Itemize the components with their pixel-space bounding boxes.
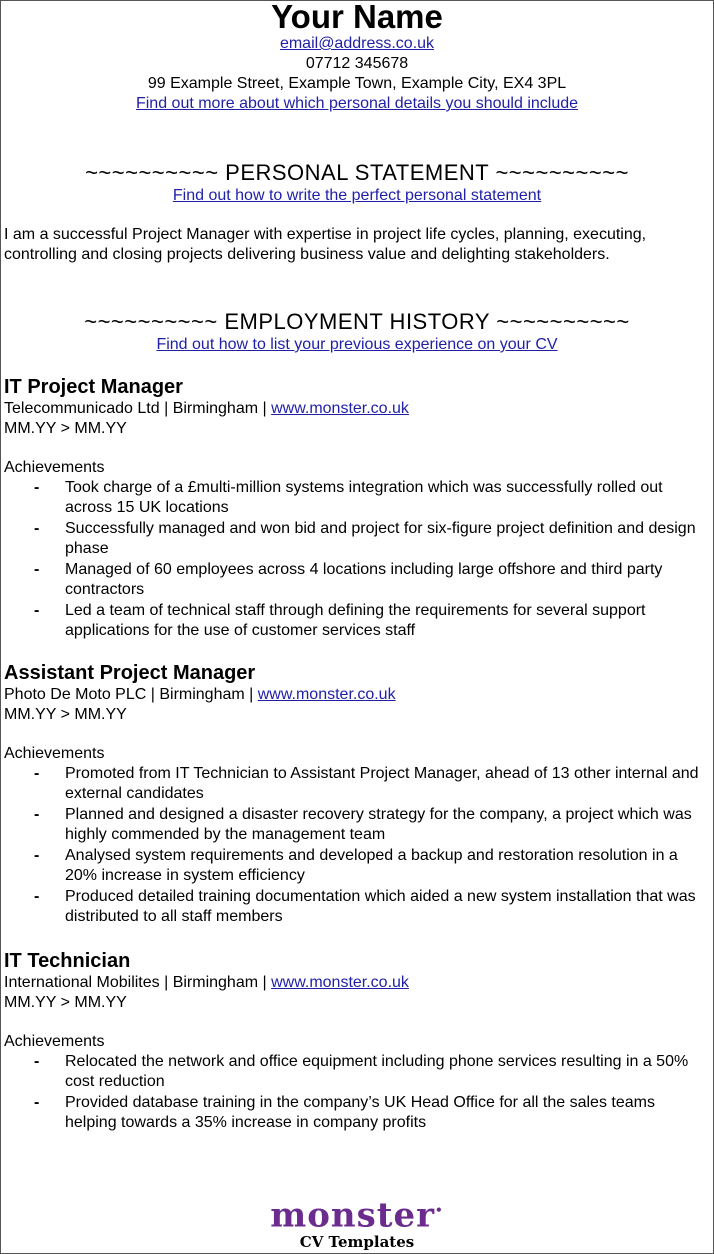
achievement-text: Relocated the network and office equipment including phone services resulting in a 50% cost reduction: [65, 1053, 689, 1090]
job-entry: [4, 375, 710, 641]
bullet-dash: -: [34, 806, 40, 823]
monster-wordmark: [0, 1192, 714, 1236]
achievement-text: Planned and designed a disaster recovery strategy for the company, a project which was highly commended by the management team: [65, 806, 692, 843]
job-title: Assistant Project Manager: [4, 662, 256, 684]
list-item: [4, 478, 710, 518]
achievements-list: [4, 1052, 710, 1133]
achievement-text: Analysed system requirements and developed a backup and restoration resolution in a 20% increase in system efficiency: [65, 847, 678, 884]
bullet-dash: -: [34, 765, 40, 782]
list-item: [4, 846, 710, 886]
company-url-link[interactable]: www.monster.co.uk: [271, 974, 409, 991]
list-item: [4, 601, 710, 641]
job-title: IT Project Manager: [4, 376, 183, 398]
email-link[interactable]: email@address.co.uk: [279, 35, 435, 52]
achievement-text: Took charge of a £multi-million systems integration which was successfully rolled out across 15 UK locations: [65, 479, 663, 516]
list-item: [4, 887, 710, 927]
monster-logo: [0, 1192, 714, 1251]
personal-statement-title: ~~~~~~~~~~ PERSONAL STATEMENT ~~~~~~~~~~: [85, 160, 629, 185]
job-company: International Mobilites | Birmingham |: [4, 974, 272, 991]
bullet-dash: -: [34, 1053, 40, 1070]
company-url-link[interactable]: www.monster.co.uk: [271, 400, 409, 417]
company-url-link[interactable]: www.monster.co.uk: [257, 686, 396, 703]
bullet-dash: -: [34, 888, 40, 905]
bullet-dash: -: [34, 479, 40, 496]
list-item: [4, 519, 710, 559]
achievement-text: Promoted from IT Technician to Assistant Project Manager, ahead of 13 other internal and external candidates: [65, 765, 699, 802]
bullet-dash: -: [34, 520, 40, 537]
achievement-text: Led a team of technical staff through defining the requirements for several support applications for the use of customer services staff: [65, 602, 646, 639]
achievement-text: Provided database training in the company’s UK Head Office for all the sales teams helping towards a 35% increase in company profits: [65, 1094, 655, 1131]
postal-address: 99 Example Street, Example Town, Example City, EX4 3PL: [147, 75, 567, 92]
achievements-label: Achievements: [4, 745, 105, 762]
bullet-dash: -: [34, 1094, 40, 1111]
achievements-label: Achievements: [4, 1033, 105, 1050]
achievement-text: Successfully managed and won bid and project for six-figure project definition and design phase: [65, 520, 696, 557]
job-dates: MM.YY > MM.YY: [4, 420, 127, 437]
personal-statement-text: I am a successful Project Manager with expertise in project life cycles, planning, executing, controlling and closing projects delivering business value and delighting stakeholders.: [4, 226, 647, 263]
job-dates: MM.YY > MM.YY: [4, 706, 127, 723]
list-item: [4, 805, 710, 845]
list-item: [4, 1093, 710, 1133]
achievement-text: Managed of 60 employees across 4 locations including large offshore and third party contractors: [65, 561, 663, 598]
job-title: IT Technician: [4, 950, 131, 972]
list-item: [4, 560, 710, 600]
list-item: [4, 1052, 710, 1092]
cv-header: [4, 0, 710, 114]
applicant-name: Your Name: [271, 0, 443, 35]
phone-number: 07712 345678: [305, 55, 409, 72]
cv-templates-caption: CV Templates: [299, 1233, 415, 1252]
job-company: Telecommunicado Ltd | Birmingham |: [4, 400, 272, 417]
employment-history-header: [4, 309, 710, 355]
personal-details-link[interactable]: Find out more about which personal details you should include: [135, 95, 579, 112]
achievement-text: Produced detailed training documentation which aided a new system installation that was distributed to all staff members: [65, 888, 696, 925]
job-company: Photo De Moto PLC | Birmingham |: [4, 686, 258, 703]
personal-statement-link[interactable]: Find out how to write the perfect personal statement: [172, 187, 542, 204]
job-company-line: [4, 685, 710, 705]
achievements-list: [4, 764, 710, 927]
achievements-list: [4, 478, 710, 641]
achievements-label: Achievements: [4, 459, 105, 476]
bullet-dash: -: [34, 561, 40, 578]
cv-document: [4, 0, 710, 1134]
bullet-dash: -: [34, 602, 40, 619]
job-entry: [4, 661, 710, 927]
personal-statement-header: [4, 160, 710, 206]
job-dates: MM.YY > MM.YY: [4, 994, 127, 1011]
job-company-line: [4, 399, 710, 419]
employment-history-link[interactable]: Find out how to list your previous experience on your CV: [156, 336, 558, 353]
bullet-dash: -: [34, 847, 40, 864]
monster-wordmark-text: monster: [270, 1195, 436, 1236]
job-company-line: [4, 973, 710, 993]
job-entry: [4, 949, 710, 1133]
employment-history-title: ~~~~~~~~~~ EMPLOYMENT HISTORY ~~~~~~~~~~: [84, 309, 630, 334]
list-item: [4, 764, 710, 804]
monster-dot-icon: •: [435, 1203, 444, 1217]
